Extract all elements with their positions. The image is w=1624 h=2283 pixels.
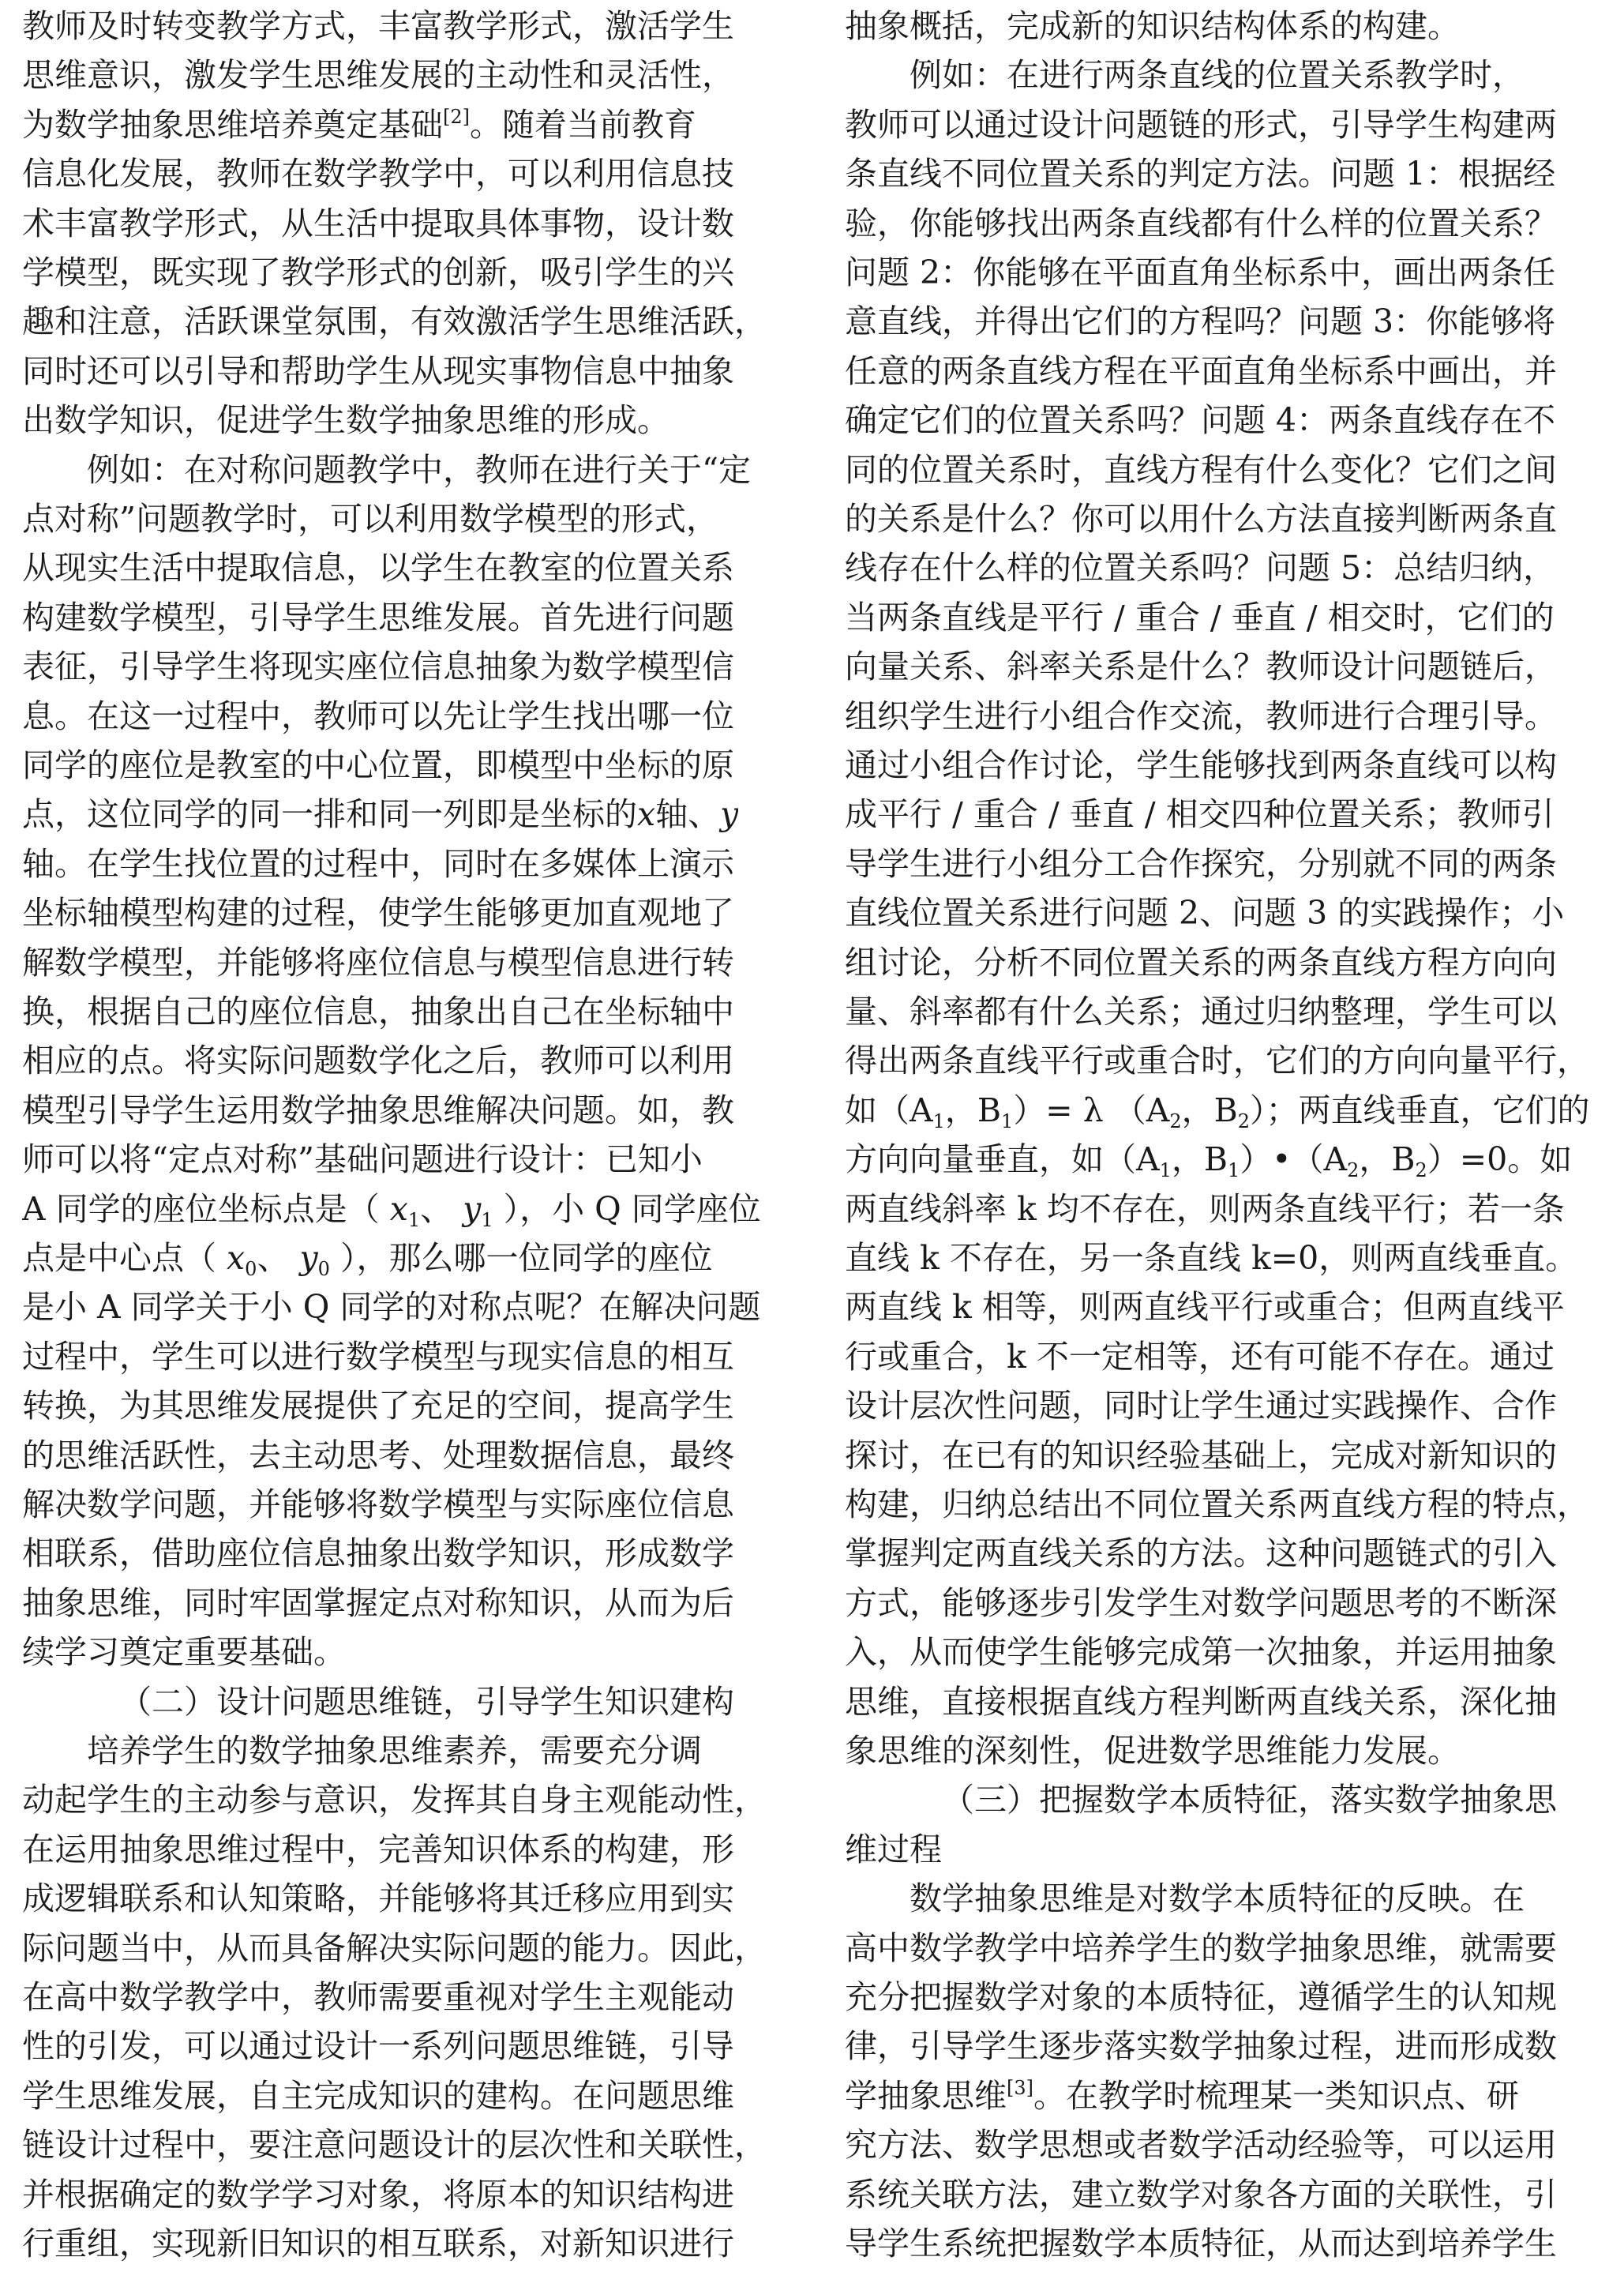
text-line xyxy=(845,1676,1557,1728)
text-segment: 组讨论，分析不同位置关系的两条直线方程方向向 xyxy=(845,943,1557,982)
text-segment: 趣和注意，活跃课堂氛围，有效激活学生思维活跃， xyxy=(22,302,767,341)
text-line xyxy=(845,1281,1565,1333)
text-line xyxy=(845,542,1555,594)
text-segment: ）；两直线垂直，它们的 xyxy=(1250,1091,1590,1129)
text-segment: ，B xyxy=(1171,1140,1228,1179)
text-line xyxy=(845,246,1555,299)
text-line xyxy=(845,197,1557,250)
text-line xyxy=(22,1676,734,1728)
text-segment: 条直线不同位置关系的判定方法。问题 1：根据经 xyxy=(845,155,1556,193)
text-line xyxy=(845,838,1557,890)
text-segment: 方式，能够逐步引发学生对数学问题思考的不断深 xyxy=(845,1583,1557,1622)
text-line xyxy=(845,1823,942,1876)
text-line xyxy=(22,1429,734,1481)
text-segment: 系统关联方法，建立数学对象各方面的关联性，引 xyxy=(845,2175,1557,2214)
text-segment: 直线 k 不存在，另一条直线 k=0，则两直线垂直。 xyxy=(845,1239,1578,1277)
subscript: 0 xyxy=(245,1258,257,1280)
text-line xyxy=(845,1331,1555,1383)
text-segment: 在高中数学教学中，教师需要重视对学生主观能动 xyxy=(22,1978,734,2016)
text-line xyxy=(22,1281,760,1333)
text-line xyxy=(845,591,1555,644)
text-line xyxy=(845,1577,1557,1629)
text-line xyxy=(845,1725,1460,1777)
text-line xyxy=(845,1527,1557,1579)
text-segment: 究方法、数学思想或者数学活动经验等，可以运用 xyxy=(845,2126,1557,2165)
math-variable: x xyxy=(389,1189,408,1228)
text-segment: 的关系是什么？你可以用什么方法直接判断两条直 xyxy=(845,500,1557,538)
subscript: 1 xyxy=(1228,1159,1240,1182)
text-segment: 息。在这一过程中，教师可以先让学生找出哪一位 xyxy=(22,697,734,735)
text-segment: 续学习奠定重要基础。 xyxy=(22,1633,346,1672)
text-segment: 量、斜率都有什么关系；通过归纳整理，学生可以 xyxy=(845,993,1557,1031)
math-variable: x xyxy=(637,795,656,834)
subscript: 1 xyxy=(407,1208,421,1231)
text-line xyxy=(22,1331,734,1383)
text-segment: ），小 Q 同学座位 xyxy=(493,1189,761,1228)
subscript: 2 xyxy=(1347,1159,1360,1182)
text-segment: A 同学的座位坐标点是（ xyxy=(22,1189,390,1228)
text-segment: 表征，引导学生将现实座位信息抽象为数学模型信 xyxy=(22,648,734,686)
text-line xyxy=(22,1527,734,1579)
text-segment: 在运用抽象思维过程中，完善知识体系的构建，形 xyxy=(22,1830,734,1868)
text-line xyxy=(22,887,734,939)
text-segment: 掌握判定两直线关系的方法。这种问题链式的引入 xyxy=(845,1534,1557,1573)
text-line xyxy=(22,1971,734,2023)
text-line xyxy=(22,0,734,52)
text-segment: 际问题当中，从而具备解决实际问题的能力。因此， xyxy=(22,1928,767,1967)
text-segment: 。在教学时梳理某一类知识点、研 xyxy=(1033,2076,1519,2115)
text-line xyxy=(22,690,734,742)
math-variable: x xyxy=(227,1239,246,1277)
text-segment: 律，引导学生逐步落实数学抽象过程，进而形成数 xyxy=(845,2027,1557,2066)
text-segment: 链设计过程中，要注意问题设计的层次性和关联性， xyxy=(22,2126,767,2165)
citation-mark: [3] xyxy=(1007,2076,1033,2099)
math-variable: y xyxy=(463,1189,482,1228)
text-segment: 并根据确定的数学学习对象，将原本的知识结构进 xyxy=(22,2175,734,2214)
text-segment: 问题 2：你能够在平面直角坐标系中，画出两条任 xyxy=(845,253,1556,291)
text-line xyxy=(845,1774,1557,1826)
text-line xyxy=(22,1725,702,1777)
subscript: 1 xyxy=(932,1110,945,1132)
text-line xyxy=(22,1823,734,1876)
text-line xyxy=(845,295,1555,347)
text-line xyxy=(22,986,734,1038)
text-segment: 导学生进行小组分工合作探究，分别就不同的两条 xyxy=(845,844,1557,883)
text-segment: ）=0。如 xyxy=(1427,1140,1573,1179)
text-line xyxy=(845,394,1555,446)
text-segment: 得出两条直线平行或重合时，它们的方向向量平行， xyxy=(845,1042,1589,1080)
text-line xyxy=(22,99,696,151)
text-line xyxy=(22,197,734,250)
text-segment: 两直线 k 相等，则两直线平行或重合；但两直线平 xyxy=(845,1288,1565,1327)
text-line xyxy=(845,444,1557,496)
text-line xyxy=(22,2070,734,2122)
text-line xyxy=(845,2070,1519,2122)
text-line xyxy=(845,640,1557,693)
text-segment: 通过小组合作讨论，学生能够找到两条直线可以构 xyxy=(845,746,1557,784)
text-line xyxy=(845,690,1557,742)
text-line xyxy=(845,788,1555,840)
math-variable: y xyxy=(720,795,739,834)
text-line xyxy=(845,1232,1577,1284)
text-segment: 直线位置关系进行问题 2、问题 3 的实践操作；小 xyxy=(845,894,1565,933)
text-line xyxy=(845,887,1564,939)
text-segment: 构建数学模型，引导学生思维发展。首先进行问题 xyxy=(22,598,734,636)
text-segment: 师可以将“定点对称”基础问题进行设计：已知小 xyxy=(22,1140,703,1179)
text-segment: 确定它们的位置关系吗？问题 4：两条直线存在不 xyxy=(845,401,1556,440)
text-line xyxy=(845,49,1525,101)
subscript: 2 xyxy=(1169,1110,1182,1132)
text-segment: 、 xyxy=(257,1239,300,1277)
text-line xyxy=(845,0,1460,52)
text-segment: 入，从而使学生能够完成第一次抽象，并运用抽象 xyxy=(845,1633,1557,1672)
text-line xyxy=(22,345,734,397)
text-segment: 向量关系、斜率关系是什么？教师设计问题链后， xyxy=(845,648,1557,686)
text-segment: 例如：在进行两条直线的位置关系教学时， xyxy=(910,56,1525,95)
text-line xyxy=(22,1478,734,1530)
text-line xyxy=(22,2020,734,2072)
text-line xyxy=(22,246,734,299)
text-segment: 任意的两条直线方程在平面直角坐标系中画出，并 xyxy=(845,351,1557,390)
text-segment: ）•（A xyxy=(1240,1140,1348,1179)
text-line xyxy=(22,1922,767,1974)
text-line xyxy=(845,1922,1557,1974)
text-line xyxy=(22,937,734,989)
text-line xyxy=(22,788,738,840)
text-segment: ，B xyxy=(944,1091,1002,1129)
text-line xyxy=(845,1183,1565,1235)
text-segment: 如（A xyxy=(845,1091,933,1129)
text-line xyxy=(22,1183,761,1235)
text-segment: 线存在什么样的位置关系吗？问题 5：总结归纳， xyxy=(845,549,1556,588)
text-segment: 象思维的深刻性，促进数学思维能力发展。 xyxy=(845,1732,1460,1770)
text-segment: ，B xyxy=(1359,1140,1416,1179)
text-segment: 、 xyxy=(420,1189,463,1228)
text-segment: 出数学知识，促进学生数学抽象思维的形成。 xyxy=(22,401,669,440)
text-segment: 抽象概括，完成新的知识结构体系的构建。 xyxy=(845,7,1460,45)
text-line xyxy=(22,295,767,347)
subscript: 1 xyxy=(1001,1110,1014,1132)
text-line xyxy=(22,640,734,693)
text-line xyxy=(845,1084,1590,1136)
text-line xyxy=(22,591,734,644)
text-segment: 方向向量垂直，如（A xyxy=(845,1140,1160,1179)
text-segment: 教师可以通过设计问题链的形式，引导学生构建两 xyxy=(845,105,1557,144)
text-line xyxy=(845,1478,1589,1530)
subscript: 1 xyxy=(481,1208,493,1231)
text-segment: 学抽象思维 xyxy=(845,2076,1007,2115)
text-line xyxy=(845,986,1557,1038)
text-line xyxy=(22,49,734,101)
text-segment: 导学生系统把握数学本质特征，从而达到培养学生 xyxy=(845,2225,1557,2262)
text-segment: 高中数学教学中培养学生的数学抽象思维，就需要 xyxy=(845,1928,1557,1967)
text-line xyxy=(22,1232,713,1284)
text-line xyxy=(22,394,669,446)
text-segment: 点是中心点（ xyxy=(22,1239,227,1277)
text-segment: 培养学生的数学抽象思维素养，需要充分调 xyxy=(87,1732,702,1770)
text-segment: 同时还可以引导和帮助学生从现实事物信息中抽象 xyxy=(22,351,734,390)
text-segment: 模型引导学生运用数学抽象思维解决问题。如，教 xyxy=(22,1091,734,1129)
text-line xyxy=(845,1380,1557,1432)
subscript: 2 xyxy=(1415,1159,1427,1182)
subscript: 2 xyxy=(1237,1110,1251,1132)
text-segment: 解数学模型，并能够将座位信息与模型信息进行转 xyxy=(22,943,734,982)
text-segment: 充分把握数学对象的本质特征，遵循学生的认知规 xyxy=(845,1978,1557,2016)
text-line xyxy=(845,99,1557,151)
text-segment: ），那么哪一位同学的座位 xyxy=(329,1239,713,1277)
text-segment: 坐标轴模型构建的过程，使学生能够更加直观地了 xyxy=(22,894,734,933)
text-segment: 意直线，并得出它们的方程吗？问题 3：你能够将 xyxy=(845,302,1556,341)
text-segment: 抽象思维，同时牢固掌握定点对称知识，从而为后 xyxy=(22,1583,734,1622)
text-line xyxy=(22,838,734,890)
text-line xyxy=(845,2168,1557,2221)
text-segment: 相应的点。将实际问题数学化之后，教师可以利用 xyxy=(22,1042,734,1080)
text-line xyxy=(845,2217,1557,2270)
text-segment: 思维意识，激发学生思维发展的主动性和灵活性， xyxy=(22,56,734,95)
text-segment: 性的引发，可以通过设计一系列问题思维链，引导 xyxy=(22,2027,734,2066)
math-variable: y xyxy=(299,1239,318,1277)
text-segment: 为数学抽象思维培养奠定基础 xyxy=(22,105,443,144)
text-segment: ，B xyxy=(1181,1091,1238,1129)
text-line xyxy=(22,493,718,545)
text-segment: 维过程 xyxy=(845,1830,942,1868)
text-line xyxy=(845,148,1555,200)
text-line xyxy=(845,1429,1557,1481)
text-segment: 动起学生的主动参与意识，发挥其自身主观能动性， xyxy=(22,1781,767,1819)
text-segment: 同的位置关系时，直线方程有什么变化？它们之间 xyxy=(845,450,1557,489)
citation-mark: [2] xyxy=(443,105,470,128)
text-line xyxy=(22,1084,734,1136)
text-segment: 点，这位同学的同一排和同一列即是坐标的 xyxy=(22,795,637,834)
text-line xyxy=(22,542,734,594)
text-segment: 例如：在对称问题教学中，教师在进行关于“定 xyxy=(87,450,751,489)
text-segment: 思维，直接根据直线方程判断两直线关系，深化抽 xyxy=(845,1682,1557,1721)
text-line xyxy=(22,1577,734,1629)
text-segment: 验，你能够找出两条直线都有什么样的位置关系？ xyxy=(845,204,1557,242)
text-segment: 。随着当前教育 xyxy=(470,105,696,144)
text-segment: 点对称”问题教学时，可以利用数学模型的形式， xyxy=(22,500,718,538)
text-segment: 同学的座位是教室的中心位置，即模型中坐标的原 xyxy=(22,746,734,784)
text-segment: 探讨，在已有的知识经验基础上，完成对新知识的 xyxy=(845,1436,1557,1474)
text-line xyxy=(22,2217,734,2270)
text-line xyxy=(22,1380,734,1432)
text-segment: 行重组，实现新旧知识的相互联系，对新知识进行 xyxy=(22,2225,734,2262)
text-segment: 过程中，学生可以进行数学模型与现实信息的相互 xyxy=(22,1337,734,1376)
text-segment: 相联系，借助座位信息抽象出数学知识，形成数学 xyxy=(22,1534,734,1573)
text-segment: 成平行 / 重合 / 垂直 / 相交四种位置关系；教师引 xyxy=(845,795,1555,834)
text-segment: 换，根据自己的座位信息，抽象出自己在坐标轴中 xyxy=(22,993,734,1031)
text-segment: （三）把握数学本质特征，落实数学抽象思 xyxy=(942,1781,1557,1819)
text-segment: 轴。在学生找位置的过程中，同时在多媒体上演示 xyxy=(22,844,734,883)
text-segment: 的思维活跃性，去主动思考、处理数据信息，最终 xyxy=(22,1436,734,1474)
text-segment: ）= λ （A xyxy=(1013,1091,1170,1129)
text-segment: 是小 A 同学关于小 Q 同学的对称点呢？在解决问题 xyxy=(22,1288,761,1327)
text-segment: 组织学生进行小组合作交流，教师进行合理引导。 xyxy=(845,697,1557,735)
text-line xyxy=(22,1133,703,1185)
text-line xyxy=(845,1626,1557,1678)
text-segment: 两直线斜率 k 均不存在，则两条直线平行；若一条 xyxy=(845,1189,1565,1228)
text-segment: （二）设计问题思维链，引导学生知识建构 xyxy=(119,1682,734,1721)
text-line xyxy=(845,493,1557,545)
text-segment: 当两条直线是平行 / 重合 / 垂直 / 相交时，它们的 xyxy=(845,598,1555,636)
text-line xyxy=(22,2168,734,2221)
subscript: 0 xyxy=(317,1258,330,1280)
text-line xyxy=(22,1034,734,1087)
text-segment: 转换，为其思维发展提供了充足的空间，提高学生 xyxy=(22,1387,734,1425)
text-line xyxy=(22,1774,767,1826)
text-line xyxy=(22,2119,767,2171)
text-line xyxy=(845,739,1557,791)
subscript: 1 xyxy=(1159,1159,1172,1182)
text-line xyxy=(845,2020,1557,2072)
text-line xyxy=(845,2119,1557,2171)
text-line xyxy=(22,1626,346,1678)
text-segment: 数学抽象思维是对数学本质特征的反映。在 xyxy=(910,1879,1525,1918)
text-line xyxy=(845,1034,1589,1087)
text-segment: 行或重合，k 不一定相等，还有可能不存在。通过 xyxy=(845,1337,1555,1376)
text-segment: 教师及时转变教学方式，丰富教学形式，激活学生 xyxy=(22,7,734,45)
text-line xyxy=(22,1872,734,1924)
text-line xyxy=(22,739,734,791)
text-segment: 成逻辑联系和认知策略，并能够将其迁移应用到实 xyxy=(22,1879,734,1918)
text-segment: 学生思维发展，自主完成知识的建构。在问题思维 xyxy=(22,2076,734,2115)
text-line xyxy=(22,148,734,200)
text-line xyxy=(845,1872,1525,1924)
text-segment: 构建，归纳总结出不同位置关系两直线方程的特点， xyxy=(845,1485,1589,1523)
text-segment: 学模型，既实现了教学形式的创新，吸引学生的兴 xyxy=(22,253,734,291)
text-segment: 轴、 xyxy=(655,795,721,834)
text-line xyxy=(845,937,1557,989)
text-segment: 设计层次性问题，同时让学生通过实践操作、合作 xyxy=(845,1387,1557,1425)
text-line xyxy=(845,1133,1572,1185)
text-segment: 从现实生活中提取信息，以学生在教室的位置关系 xyxy=(22,549,734,588)
text-line xyxy=(22,444,751,496)
text-line xyxy=(845,1971,1557,2023)
text-line xyxy=(845,345,1557,397)
text-segment: 信息化发展，教师在数学教学中，可以利用信息技 xyxy=(22,155,734,193)
text-segment: 解决数学问题，并能够将数学模型与实际座位信息 xyxy=(22,1485,734,1523)
text-segment: 术丰富教学形式，从生活中提取具体事物，设计数 xyxy=(22,204,734,242)
